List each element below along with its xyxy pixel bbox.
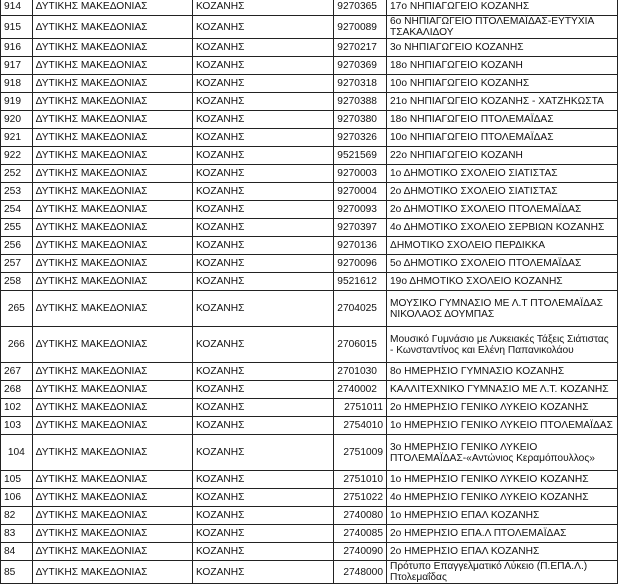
- region-cell: ΔΥΤΙΚΗΣ ΜΑΚΕΔΟΝΙΑΣ: [32, 291, 192, 327]
- school-name-cell: 1ο ΗΜΕΡΗΣΙΟ ΕΠΑΛ ΚΟΖΑΝΗΣ: [387, 507, 618, 525]
- school-code-cell: 9270388: [334, 93, 387, 111]
- regional-unit-cell: ΚΟΖΑΝΗΣ: [192, 417, 333, 435]
- region-cell: ΔΥΤΙΚΗΣ ΜΑΚΕΔΟΝΙΑΣ: [32, 219, 192, 237]
- regional-unit-cell: ΚΟΖΑΝΗΣ: [192, 381, 333, 399]
- school-code-cell: 9270326: [334, 129, 387, 147]
- school-name-cell: 10ο ΝΗΠΙΑΓΩΓΕΙΟ ΠΤΟΛΕΜΑΪΔΑΣ: [387, 129, 618, 147]
- table-row: [1, 507, 618, 525]
- school-code-cell: 2751009: [334, 435, 387, 471]
- school-code-cell: 2740090: [334, 543, 387, 561]
- school-name-cell: 19ο ΔΗΜΟΤΙΚΟ ΣΧΟΛΕΙΟ ΚΟΖΑΝΗΣ: [387, 273, 618, 291]
- region-cell: ΔΥΤΙΚΗΣ ΜΑΚΕΔΟΝΙΑΣ: [32, 489, 192, 507]
- school-code-cell: 9270365: [334, 0, 387, 16]
- row-number-cell: 917: [1, 57, 33, 75]
- table-row: [1, 0, 618, 16]
- regional-unit-cell: ΚΟΖΑΝΗΣ: [192, 363, 333, 381]
- row-number-cell: 104: [1, 435, 33, 471]
- school-code-cell: 9270003: [334, 165, 387, 183]
- school-name-cell: 3ο ΝΗΠΙΑΓΩΓΕΙΟ ΚΟΖΑΝΗΣ: [387, 39, 618, 57]
- school-name-cell: 1ο ΗΜΕΡΗΣΙΟ ΓΕΝΙΚΟ ΛΥΚΕΙΟ ΠΤΟΛΕΜΑΪΔΑΣ: [387, 417, 618, 435]
- region-cell: ΔΥΤΙΚΗΣ ΜΑΚΕΔΟΝΙΑΣ: [32, 57, 192, 75]
- school-name-cell: 18ο ΝΗΠΙΑΓΩΓΕΙΟ ΚΟΖΑΝΗ: [387, 57, 618, 75]
- table-row: [1, 471, 618, 489]
- table-row: [1, 219, 618, 237]
- row-number-cell: 914: [1, 0, 33, 16]
- regional-unit-cell: ΚΟΖΑΝΗΣ: [192, 399, 333, 417]
- row-number-cell: 268: [1, 381, 33, 399]
- regional-unit-cell: ΚΟΖΑΝΗΣ: [192, 525, 333, 543]
- row-number-cell: 265: [1, 291, 33, 327]
- school-name-cell: 2ο ΗΜΕΡΗΣΙΟ ΕΠΑΛ ΚΟΖΑΝΗΣ: [387, 543, 618, 561]
- table-row: [1, 93, 618, 111]
- school-name-cell: 3ο ΗΜΕΡΗΣΙΟ ΓΕΝΙΚΟ ΛΥΚΕΙΟ ΠΤΟΛΕΜΑΪΔΑΣ-«Αντώνιος Κεραμόπουλλος»: [387, 435, 618, 471]
- regional-unit-cell: ΚΟΖΑΝΗΣ: [192, 16, 333, 39]
- school-code-cell: 9270380: [334, 111, 387, 129]
- school-code-cell: 9270096: [334, 255, 387, 273]
- table-row: [1, 543, 618, 561]
- table-row: [1, 489, 618, 507]
- school-code-cell: 2701030: [334, 363, 387, 381]
- region-cell: ΔΥΤΙΚΗΣ ΜΑΚΕΔΟΝΙΑΣ: [32, 471, 192, 489]
- school-code-cell: 2748000: [334, 561, 387, 584]
- regional-unit-cell: ΚΟΖΑΝΗΣ: [192, 93, 333, 111]
- table-row: [1, 183, 618, 201]
- school-code-cell: 9270318: [334, 75, 387, 93]
- table-row: [1, 399, 618, 417]
- school-code-cell: 2751022: [334, 489, 387, 507]
- table-row: [1, 39, 618, 57]
- school-name-cell: 6ο ΝΗΠΙΑΓΩΓΕΙΟ ΠΤΟΛΕΜΑΪΔΑΣ-ΕΥΤΥΧΙΑ ΤΣΑΚΑΛΙΔΟΥ: [387, 16, 618, 39]
- school-code-cell: 9270089: [334, 16, 387, 39]
- school-code-cell: 2740080: [334, 507, 387, 525]
- row-number-cell: 267: [1, 363, 33, 381]
- school-code-cell: 2704025: [334, 291, 387, 327]
- row-number-cell: 915: [1, 16, 33, 39]
- row-number-cell: 916: [1, 39, 33, 57]
- school-code-cell: 2751010: [334, 471, 387, 489]
- school-code-cell: 2740085: [334, 525, 387, 543]
- school-name-cell: ΔΗΜΟΤΙΚΟ ΣΧΟΛΕΙΟ ΠΕΡΔΙΚΚΑ: [387, 237, 618, 255]
- table-row: [1, 75, 618, 93]
- school-code-cell: 9270369: [334, 57, 387, 75]
- region-cell: ΔΥΤΙΚΗΣ ΜΑΚΕΔΟΝΙΑΣ: [32, 16, 192, 39]
- row-number-cell: 266: [1, 327, 33, 363]
- row-number-cell: 257: [1, 255, 33, 273]
- row-number-cell: 256: [1, 237, 33, 255]
- school-name-cell: 4ο ΔΗΜΟΤΙΚΟ ΣΧΟΛΕΙΟ ΣΕΡΒΙΩΝ ΚΟΖΑΝΗΣ: [387, 219, 618, 237]
- school-code-cell: 9521569: [334, 147, 387, 165]
- row-number-cell: 106: [1, 489, 33, 507]
- region-cell: ΔΥΤΙΚΗΣ ΜΑΚΕΔΟΝΙΑΣ: [32, 93, 192, 111]
- row-number-cell: 253: [1, 183, 33, 201]
- table-row: [1, 147, 618, 165]
- regional-unit-cell: ΚΟΖΑΝΗΣ: [192, 0, 333, 16]
- school-code-cell: 2754010: [334, 417, 387, 435]
- region-cell: ΔΥΤΙΚΗΣ ΜΑΚΕΔΟΝΙΑΣ: [32, 381, 192, 399]
- table-row: [1, 129, 618, 147]
- table-row: [1, 237, 618, 255]
- region-cell: ΔΥΤΙΚΗΣ ΜΑΚΕΔΟΝΙΑΣ: [32, 417, 192, 435]
- regional-unit-cell: ΚΟΖΑΝΗΣ: [192, 255, 333, 273]
- region-cell: ΔΥΤΙΚΗΣ ΜΑΚΕΔΟΝΙΑΣ: [32, 327, 192, 363]
- row-number-cell: 105: [1, 471, 33, 489]
- school-code-cell: 9521612: [334, 273, 387, 291]
- region-cell: ΔΥΤΙΚΗΣ ΜΑΚΕΔΟΝΙΑΣ: [32, 237, 192, 255]
- region-cell: ΔΥΤΙΚΗΣ ΜΑΚΕΔΟΝΙΑΣ: [32, 75, 192, 93]
- regional-unit-cell: ΚΟΖΑΝΗΣ: [192, 291, 333, 327]
- table-row: [1, 363, 618, 381]
- school-name-cell: 2ο ΗΜΕΡΗΣΙΟ ΕΠΑ.Λ ΠΤΟΛΕΜΑΪΔΑΣ: [387, 525, 618, 543]
- row-number-cell: 918: [1, 75, 33, 93]
- region-cell: ΔΥΤΙΚΗΣ ΜΑΚΕΔΟΝΙΑΣ: [32, 255, 192, 273]
- school-code-cell: 2740002: [334, 381, 387, 399]
- region-cell: ΔΥΤΙΚΗΣ ΜΑΚΕΔΟΝΙΑΣ: [32, 561, 192, 584]
- regional-unit-cell: ΚΟΖΑΝΗΣ: [192, 273, 333, 291]
- school-name-cell: 18ο ΝΗΠΙΑΓΩΓΕΙΟ ΠΤΟΛΕΜΑΪΔΑΣ: [387, 111, 618, 129]
- region-cell: ΔΥΤΙΚΗΣ ΜΑΚΕΔΟΝΙΑΣ: [32, 273, 192, 291]
- school-code-cell: 2706015: [334, 327, 387, 363]
- regional-unit-cell: ΚΟΖΑΝΗΣ: [192, 543, 333, 561]
- region-cell: ΔΥΤΙΚΗΣ ΜΑΚΕΔΟΝΙΑΣ: [32, 525, 192, 543]
- school-code-cell: 9270136: [334, 237, 387, 255]
- regional-unit-cell: ΚΟΖΑΝΗΣ: [192, 507, 333, 525]
- school-code-cell: 9270217: [334, 39, 387, 57]
- table-row: [1, 525, 618, 543]
- school-code-cell: 9270397: [334, 219, 387, 237]
- school-name-cell: 5ο ΔΗΜΟΤΙΚΟ ΣΧΟΛΕΙΟ ΠΤΟΛΕΜΑΪΔΑΣ: [387, 255, 618, 273]
- regional-unit-cell: ΚΟΖΑΝΗΣ: [192, 219, 333, 237]
- region-cell: ΔΥΤΙΚΗΣ ΜΑΚΕΔΟΝΙΑΣ: [32, 507, 192, 525]
- row-number-cell: 921: [1, 129, 33, 147]
- regional-unit-cell: ΚΟΖΑΝΗΣ: [192, 183, 333, 201]
- school-name-cell: 2ο ΗΜΕΡΗΣΙΟ ΓΕΝΙΚΟ ΛΥΚΕΙΟ ΚΟΖΑΝΗΣ: [387, 399, 618, 417]
- regional-unit-cell: ΚΟΖΑΝΗΣ: [192, 435, 333, 471]
- school-name-cell: 2ο ΔΗΜΟΤΙΚΟ ΣΧΟΛΕΙΟ ΠΤΟΛΕΜΑΪΔΑΣ: [387, 201, 618, 219]
- table-row: [1, 327, 618, 363]
- table-row: [1, 381, 618, 399]
- row-number-cell: 922: [1, 147, 33, 165]
- regional-unit-cell: ΚΟΖΑΝΗΣ: [192, 471, 333, 489]
- row-number-cell: 254: [1, 201, 33, 219]
- school-name-cell: ΜΟΥΣΙΚΟ ΓΥΜΝΑΣΙΟ ΜΕ Λ.Τ ΠΤΟΛΕΜΑΪΔΑΣ ΝΙΚΟΛΑΟΣ ΔΟΥΜΠΑΣ: [387, 291, 618, 327]
- table-body: [1, 0, 618, 584]
- school-name-cell: ΚΑΛΛΙΤΕΧΝΙΚΟ ΓΥΜΝΑΣΙΟ ΜΕ Λ.Τ. ΚΟΖΑΝΗΣ: [387, 381, 618, 399]
- school-name-cell: 21ο ΝΗΠΙΑΓΩΓΕΙΟ ΚΟΖΑΝΗΣ - ΧΑΤΖΗΚΩΣΤΑ: [387, 93, 618, 111]
- region-cell: ΔΥΤΙΚΗΣ ΜΑΚΕΔΟΝΙΑΣ: [32, 399, 192, 417]
- region-cell: ΔΥΤΙΚΗΣ ΜΑΚΕΔΟΝΙΑΣ: [32, 129, 192, 147]
- school-name-cell: 22ο ΝΗΠΙΑΓΩΓΕΙΟ ΚΟΖΑΝΗ: [387, 147, 618, 165]
- table-row: [1, 165, 618, 183]
- region-cell: ΔΥΤΙΚΗΣ ΜΑΚΕΔΟΝΙΑΣ: [32, 111, 192, 129]
- school-code-cell: 9270093: [334, 201, 387, 219]
- table-row: [1, 255, 618, 273]
- table-row: [1, 16, 618, 39]
- region-cell: ΔΥΤΙΚΗΣ ΜΑΚΕΔΟΝΙΑΣ: [32, 165, 192, 183]
- table-row: [1, 417, 618, 435]
- row-number-cell: 103: [1, 417, 33, 435]
- regional-unit-cell: ΚΟΖΑΝΗΣ: [192, 57, 333, 75]
- row-number-cell: 102: [1, 399, 33, 417]
- school-code-cell: 9270004: [334, 183, 387, 201]
- school-code-cell: 2751011: [334, 399, 387, 417]
- row-number-cell: 85: [1, 561, 33, 584]
- school-name-cell: 1ο ΗΜΕΡΗΣΙΟ ΓΕΝΙΚΟ ΛΥΚΕΙΟ ΚΟΖΑΝΗΣ: [387, 471, 618, 489]
- school-name-cell: 8ο ΗΜΕΡΗΣΙΟ ΓΥΜΝΑΣΙΟ ΚΟΖΑΝΗΣ: [387, 363, 618, 381]
- regional-unit-cell: ΚΟΖΑΝΗΣ: [192, 75, 333, 93]
- region-cell: ΔΥΤΙΚΗΣ ΜΑΚΕΔΟΝΙΑΣ: [32, 363, 192, 381]
- table-row: [1, 57, 618, 75]
- school-name-cell: 4ο ΗΜΕΡΗΣΙΟ ΓΕΝΙΚΟ ΛΥΚΕΙΟ ΚΟΖΑΝΗΣ: [387, 489, 618, 507]
- regional-unit-cell: ΚΟΖΑΝΗΣ: [192, 111, 333, 129]
- table-row: [1, 111, 618, 129]
- regional-unit-cell: ΚΟΖΑΝΗΣ: [192, 129, 333, 147]
- regional-unit-cell: ΚΟΖΑΝΗΣ: [192, 489, 333, 507]
- row-number-cell: 83: [1, 525, 33, 543]
- regional-unit-cell: ΚΟΖΑΝΗΣ: [192, 39, 333, 57]
- row-number-cell: 84: [1, 543, 33, 561]
- regional-unit-cell: ΚΟΖΑΝΗΣ: [192, 165, 333, 183]
- table-row: [1, 561, 618, 584]
- table-row: [1, 291, 618, 327]
- school-name-cell: Μουσικό Γυμνάσιο με Λυκειακές Τάξεις Σιάτιστας - Κωνσταντίνος και Ελένη Παπανικολάου: [387, 327, 618, 363]
- regional-unit-cell: ΚΟΖΑΝΗΣ: [192, 201, 333, 219]
- row-number-cell: 255: [1, 219, 33, 237]
- region-cell: ΔΥΤΙΚΗΣ ΜΑΚΕΔΟΝΙΑΣ: [32, 147, 192, 165]
- school-name-cell: 10ο ΝΗΠΙΑΓΩΓΕΙΟ ΚΟΖΑΝΗΣ: [387, 75, 618, 93]
- region-cell: ΔΥΤΙΚΗΣ ΜΑΚΕΔΟΝΙΑΣ: [32, 39, 192, 57]
- school-name-cell: 17ο ΝΗΠΙΑΓΩΓΕΙΟ ΚΟΖΑΝΗΣ: [387, 0, 618, 16]
- school-name-cell: 1ο ΔΗΜΟΤΙΚΟ ΣΧΟΛΕΙΟ ΣΙΑΤΙΣΤΑΣ: [387, 165, 618, 183]
- row-number-cell: 258: [1, 273, 33, 291]
- row-number-cell: 920: [1, 111, 33, 129]
- table-row: [1, 435, 618, 471]
- row-number-cell: 919: [1, 93, 33, 111]
- row-number-cell: 82: [1, 507, 33, 525]
- regional-unit-cell: ΚΟΖΑΝΗΣ: [192, 561, 333, 584]
- region-cell: ΔΥΤΙΚΗΣ ΜΑΚΕΔΟΝΙΑΣ: [32, 435, 192, 471]
- region-cell: ΔΥΤΙΚΗΣ ΜΑΚΕΔΟΝΙΑΣ: [32, 0, 192, 16]
- region-cell: ΔΥΤΙΚΗΣ ΜΑΚΕΔΟΝΙΑΣ: [32, 201, 192, 219]
- table-row: [1, 273, 618, 291]
- regional-unit-cell: ΚΟΖΑΝΗΣ: [192, 327, 333, 363]
- regional-unit-cell: ΚΟΖΑΝΗΣ: [192, 147, 333, 165]
- table-row: [1, 201, 618, 219]
- school-name-cell: 2ο ΔΗΜΟΤΙΚΟ ΣΧΟΛΕΙΟ ΣΙΑΤΙΣΤΑΣ: [387, 183, 618, 201]
- school-name-cell: Πρότυπο Επαγγελματικό Λύκειο (Π.ΕΠΑ.Λ.) Πτολεμαΐδας: [387, 561, 618, 584]
- row-number-cell: 252: [1, 165, 33, 183]
- regional-unit-cell: ΚΟΖΑΝΗΣ: [192, 237, 333, 255]
- region-cell: ΔΥΤΙΚΗΣ ΜΑΚΕΔΟΝΙΑΣ: [32, 183, 192, 201]
- region-cell: ΔΥΤΙΚΗΣ ΜΑΚΕΔΟΝΙΑΣ: [32, 543, 192, 561]
